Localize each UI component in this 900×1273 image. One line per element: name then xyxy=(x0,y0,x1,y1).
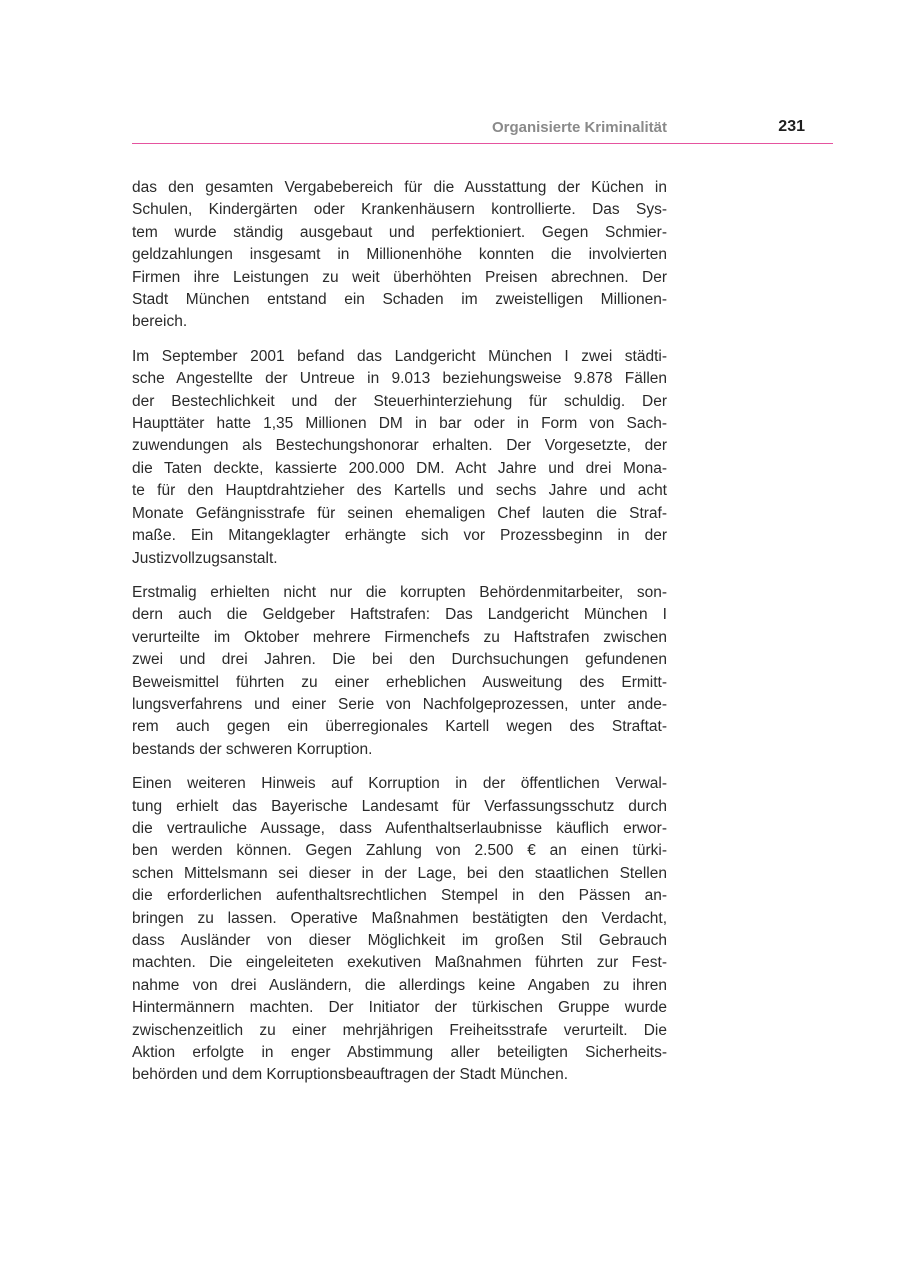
text-line: Monate Gefängnisstrafe für seinen ehemaligen Chef lauten die Straf- xyxy=(132,504,667,522)
text-line: Firmen ihre Leistungen zu weit überhöhten Preisen abrechnen. Der xyxy=(132,268,667,286)
running-header xyxy=(132,117,833,144)
running-title: Organisierte Kriminalität xyxy=(491,119,667,136)
text-line: Beweismittel führten zu einer erheblichen Ausweitung des Ermitt- xyxy=(132,673,667,691)
page-number: 231 xyxy=(778,118,805,135)
text-line: sche Angestellte der Untreue in 9.013 beziehungsweise 9.878 Fällen xyxy=(132,370,667,388)
text-line: Aktion erfolgte in enger Abstimmung aller beteiligten Sicherheits- xyxy=(132,1044,667,1062)
text-line: Stadt München entstand ein Schaden im zweistelligen Millionen- xyxy=(132,291,667,309)
text-line: te für den Hauptdrahtzieher des Kartells und sechs Jahre und acht xyxy=(132,482,667,500)
text-line: verurteilte im Oktober mehrere Firmenchefs zu Haftstrafen zwischen xyxy=(132,628,667,646)
text-line: behörden und dem Korruptionsbeauftragen der Stadt München. xyxy=(132,1066,569,1084)
text-line: das den gesamten Vergabebereich für die Ausstattung der Küchen in xyxy=(132,179,667,196)
text-line: Schulen, Kindergärten oder Krankenhäusern kontrollierte. Das Sys- xyxy=(132,201,667,219)
text-line: bereich. xyxy=(132,313,188,331)
paragraph xyxy=(132,346,667,570)
text-line: dern auch die Geldgeber Haftstrafen: Das Landgericht München I xyxy=(132,606,667,624)
text-line: die vertrauliche Aussage, dass Aufenthaltserlaubnisse käuflich erwor- xyxy=(132,819,667,837)
text-line: lungsverfahrens und einer Serie von Nachfolgeprozessen, unter ande- xyxy=(132,695,667,713)
text-line: rem auch gegen ein überregionales Kartell wegen des Straftat- xyxy=(132,718,667,736)
text-line: die Taten deckte, kassierte 200.000 DM. Acht Jahre und drei Mona- xyxy=(132,459,667,477)
text-line: der Bestechlichkeit und der Steuerhinterziehung für schuldig. Der xyxy=(132,392,667,410)
text-line: schen Mittelsmann sei dieser in der Lage, bei den staatlichen Stellen xyxy=(132,864,667,882)
text-line: Erstmalig erhielten nicht nur die korrupten Behördenmitarbeiter, son- xyxy=(132,583,667,601)
text-line: zwischenzeitlich zu einer mehrjährigen Freiheitsstrafe verurteilt. Die xyxy=(132,1021,667,1039)
text-line: nahme von drei Ausländern, die allerdings keine Angaben zu ihren xyxy=(132,976,667,994)
text-line: tem wurde ständig ausgebaut und perfektioniert. Gegen Schmier- xyxy=(132,223,667,241)
text-line: bestands der schweren Korruption. xyxy=(132,740,373,758)
text-line: Haupttäter hatte 1,35 Millionen DM in bar oder in Form von Sach- xyxy=(132,415,667,433)
text-line: Im September 2001 befand das Landgericht München I zwei städti- xyxy=(132,347,667,365)
text-line: Einen weiteren Hinweis auf Korruption in der öffentlichen Verwal- xyxy=(132,775,667,793)
text-line: zwei und drei Jahren. Die bei den Durchsuchungen gefundenen xyxy=(132,651,667,669)
paragraph xyxy=(132,177,667,334)
text-line: tung erhielt das Bayerische Landesamt für Verfassungsschutz durch xyxy=(132,797,667,815)
text-line: maße. Ein Mitangeklagter erhängte sich vor Prozessbeginn in der xyxy=(132,527,667,545)
paragraph xyxy=(132,773,667,1087)
text-line: bringen zu lassen. Operative Maßnahmen bestätigten den Verdacht, xyxy=(132,909,667,927)
text-line: geldzahlungen insgesamt in Millionenhöhe konnten die involvierten xyxy=(132,246,667,264)
text-line: dass Ausländer von dieser Möglichkeit im großen Stil Gebrauch xyxy=(132,932,667,949)
text-line: machten. Die eingeleiteten exekutiven Maßnahmen führten zur Fest- xyxy=(132,954,667,972)
paragraph xyxy=(132,582,667,761)
text-line: ben werden können. Gegen Zahlung von 2.500 € an einen türki- xyxy=(132,842,667,860)
body-text xyxy=(132,177,667,1099)
text-line: die erforderlichen aufenthaltsrechtlichen Stempel in den Pässen an- xyxy=(132,887,667,905)
text-line: Justizvollzugsanstalt. xyxy=(132,549,278,567)
text-line: zuwendungen als Bestechungshonorar erhalten. Der Vorgesetzte, der xyxy=(132,437,667,455)
text-line: Hintermännern machten. Der Initiator der türkischen Gruppe wurde xyxy=(132,999,667,1017)
